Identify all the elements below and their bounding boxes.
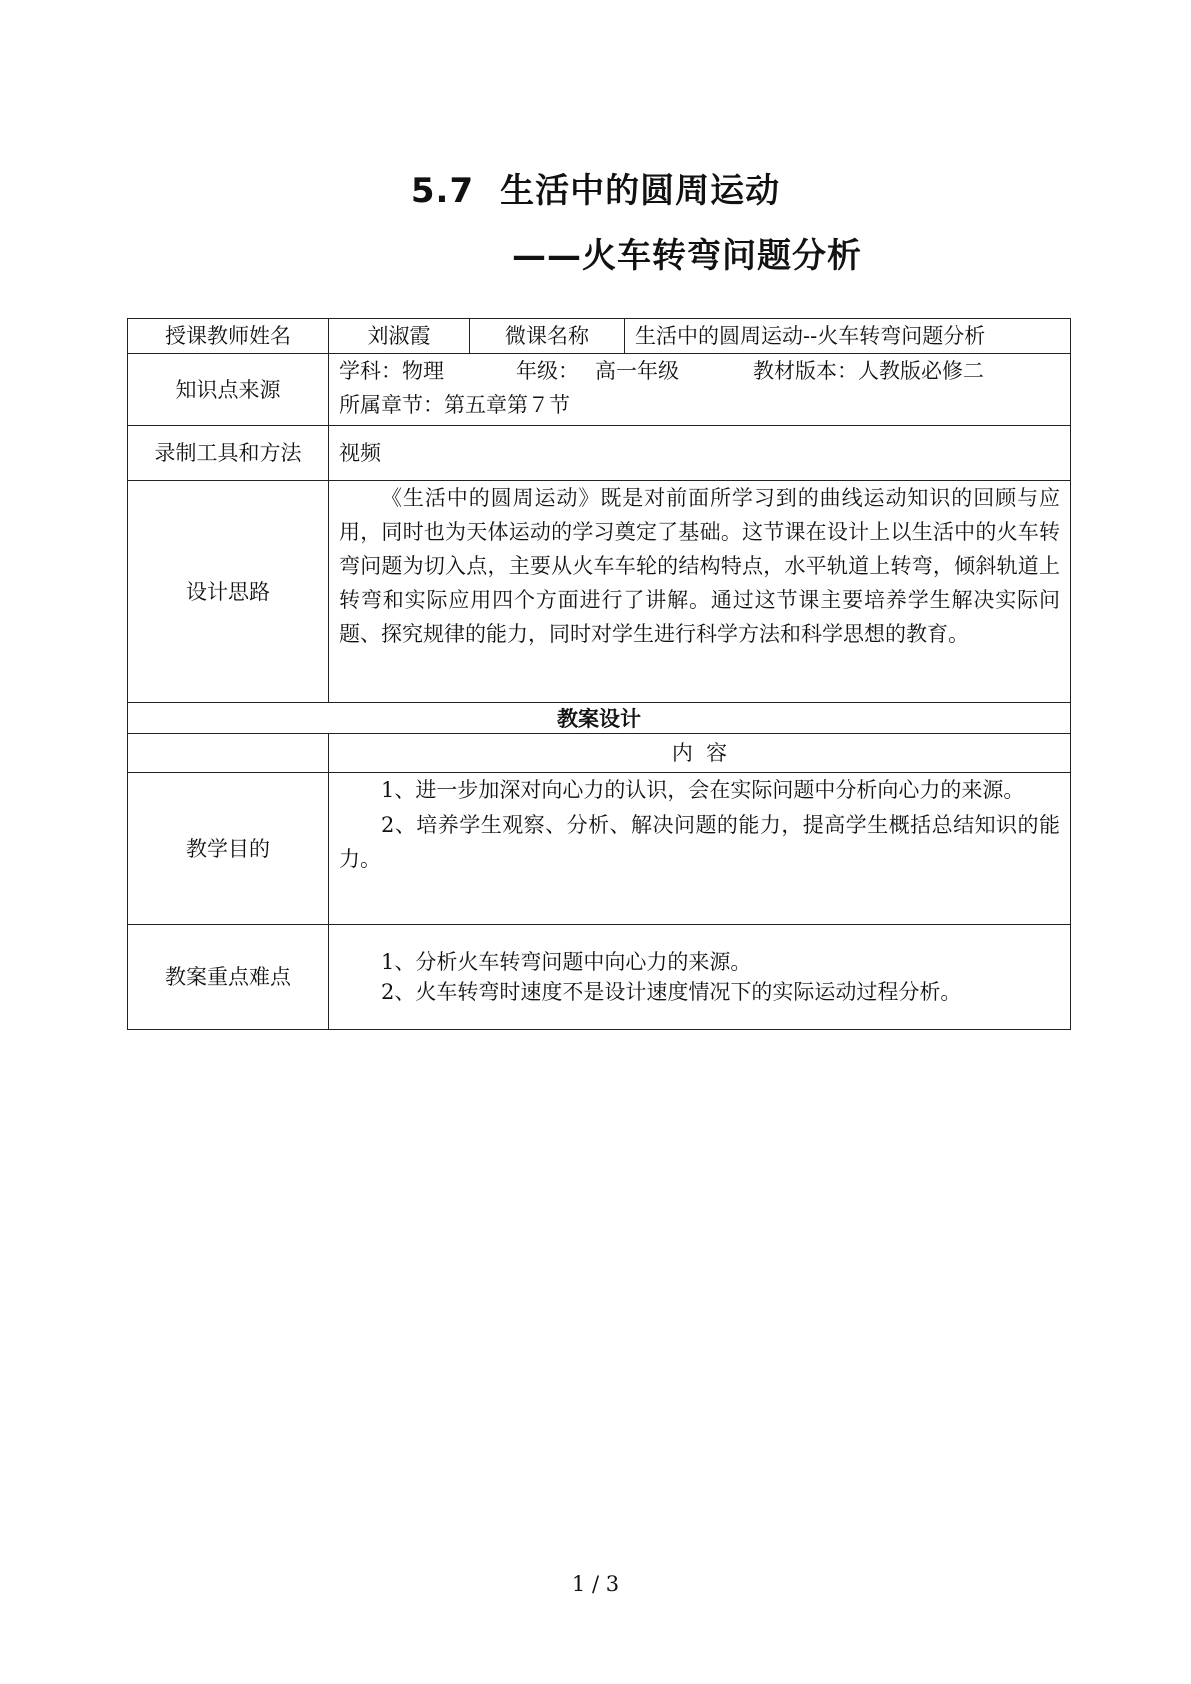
subject-field: 学科：物理 — [339, 359, 444, 383]
content-header: 内 容 — [329, 734, 1071, 773]
design-label: 设计思路 — [128, 481, 329, 703]
page-number: 1 / 3 — [571, 1572, 620, 1596]
row-goals — [128, 773, 1071, 925]
key-label: 教案重点难点 — [128, 925, 329, 1030]
key-item-2: 2、火车转弯时速度不是设计速度情况下的实际运动过程分析。 — [381, 980, 962, 1004]
teacher-name: 刘淑霞 — [329, 319, 470, 354]
lesson-plan-table — [127, 318, 1071, 1030]
key-item-1: 1、分析火车转弯问题中向心力的来源。 — [381, 950, 752, 974]
content-header-blank — [128, 734, 329, 773]
source-content — [329, 354, 1071, 426]
course-name: 生活中的圆周运动--火车转弯问题分析 — [625, 319, 1071, 354]
document-title — [0, 163, 1191, 212]
tools-value: 视频 — [329, 426, 1071, 481]
design-text: 《生活中的圆周运动》既是对前面所学习到的曲线运动知识的回顾与应用，同时也为天体运动的学习奠定了基础。这节课在设计上以生活中的火车转弯问题为切入点，主要从火车车轮的结构特点，水平轨道上转弯，倾斜轨道上转弯和实际应用四个方面进行了讲解。通过这节课主要培养学生解决实际问题、探究规律的能力，同时对学生进行科学方法和科学思想的教育。 — [329, 481, 1071, 703]
tools-label: 录制工具和方法 — [128, 426, 329, 481]
source-line-1 — [339, 354, 1060, 388]
teacher-label: 授课教师姓名 — [128, 319, 329, 354]
chapter-field: 所属章节：第五章第７节 — [339, 393, 570, 417]
goal-label: 教学目的 — [128, 773, 329, 925]
source-label: 知识点来源 — [128, 354, 329, 426]
goal-item-2: 2、培养学生观察、分析、解决问题的能力，提高学生概括总结知识的能力。 — [339, 812, 1060, 871]
grade-label: 年级： — [516, 359, 579, 383]
key-content — [329, 925, 1071, 1030]
section-number: 5.7 — [410, 171, 475, 211]
row-tools — [128, 426, 1071, 481]
row-key-points — [128, 925, 1071, 1030]
row-source — [128, 354, 1071, 426]
plan-header: 教案设计 — [128, 703, 1071, 734]
row-content-header — [128, 734, 1071, 773]
course-label: 微课名称 — [470, 319, 625, 354]
row-design — [128, 481, 1071, 703]
title-text: 生活中的圆周运动 — [500, 171, 781, 211]
goal-content — [329, 773, 1071, 925]
goal-item-1: 1、进一步加深对向心力的认识，会在实际问题中分析向心力的来源。 — [381, 778, 1025, 802]
row-teacher — [128, 319, 1071, 354]
document-subtitle: ——火车转弯问题分析 — [512, 236, 862, 276]
row-plan-header — [128, 703, 1071, 734]
textbook-field: 教材版本：人教版必修二 — [753, 359, 984, 383]
grade-value: 高一年级 — [595, 359, 679, 383]
